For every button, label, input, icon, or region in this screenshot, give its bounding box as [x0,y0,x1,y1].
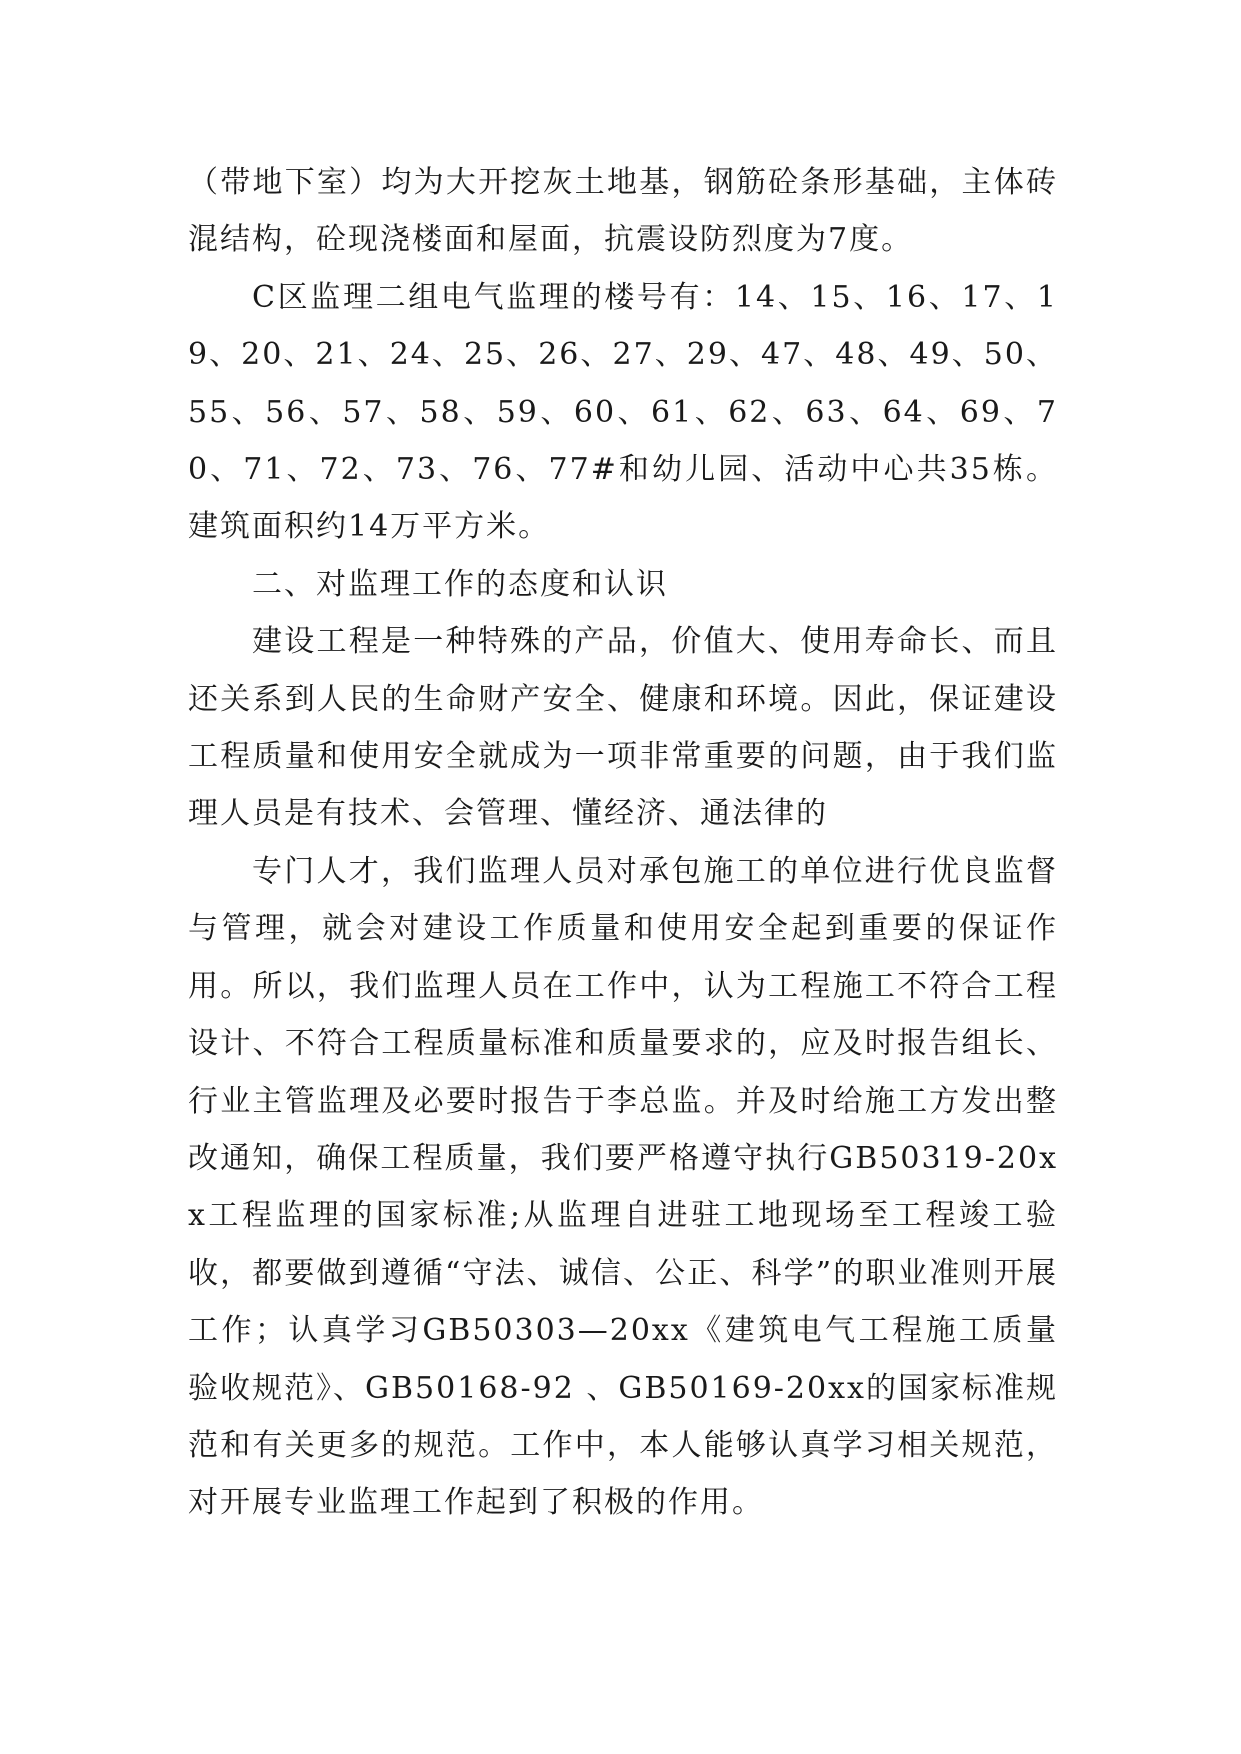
paragraph-engineering-importance: 建设工程是一种特殊的产品，价值大、使用寿命长、而且还关系到人民的生命财产安全、健康和环境。因此，保证建设工程质量和使用安全就成为一项非常重要的问题，由于我们监理人员是有技术、会管理、懂经济、通法律的 [188,624,1058,832]
document-body [188,154,1058,1532]
section-heading-attitude: 二、对监理工作的态度和认识 [252,566,668,602]
paragraph-foundation-structure: （带地下室）均为大开挖灰土地基，钢筋砼条形基础，主体砖混结构，砼现浇楼面和屋面，抗震设防烈度为7度。 [188,165,1058,258]
paragraph-building-numbers: C区监理二组电气监理的楼号有：14、15、16、17、19、20、21、24、25、26、27、29、47、48、49、50、55、56、57、58、59、60、61、62、63、64、69、70、71、72、73、76、77#和幼儿园、活动中心共35栋。建筑面积约14万平方米。 [188,279,1058,545]
paragraph-supervision-duties: 专门人才，我们监理人员对承包施工的单位进行优良监督与管理，就会对建设工作质量和使用安全起到重要的保证作用。所以，我们监理人员在工作中，认为工程施工不符合工程设计、不符合工程质量标准和质量要求的，应及时报告组长、行业主管监理及必要时报告于李总监。并及时给施工方发出整改通知，确保工程质量，我们要严格遵守执行GB50319-20xx工程监理的国家标准;从监理自进驻工地现场至工程竣工验收，都要做到遵循“守法、诚信、公正、科学”的职业准则开展工作；认真学习GB50303—20xx《建筑电气工程施工质量验收规范》、GB50168-92 、GB50169-20xx的国家标准规范和有关更多的规范。工作中，本人能够认真学习相关规范，对开展专业监理工作起到了积极的作用。 [188,853,1058,1521]
